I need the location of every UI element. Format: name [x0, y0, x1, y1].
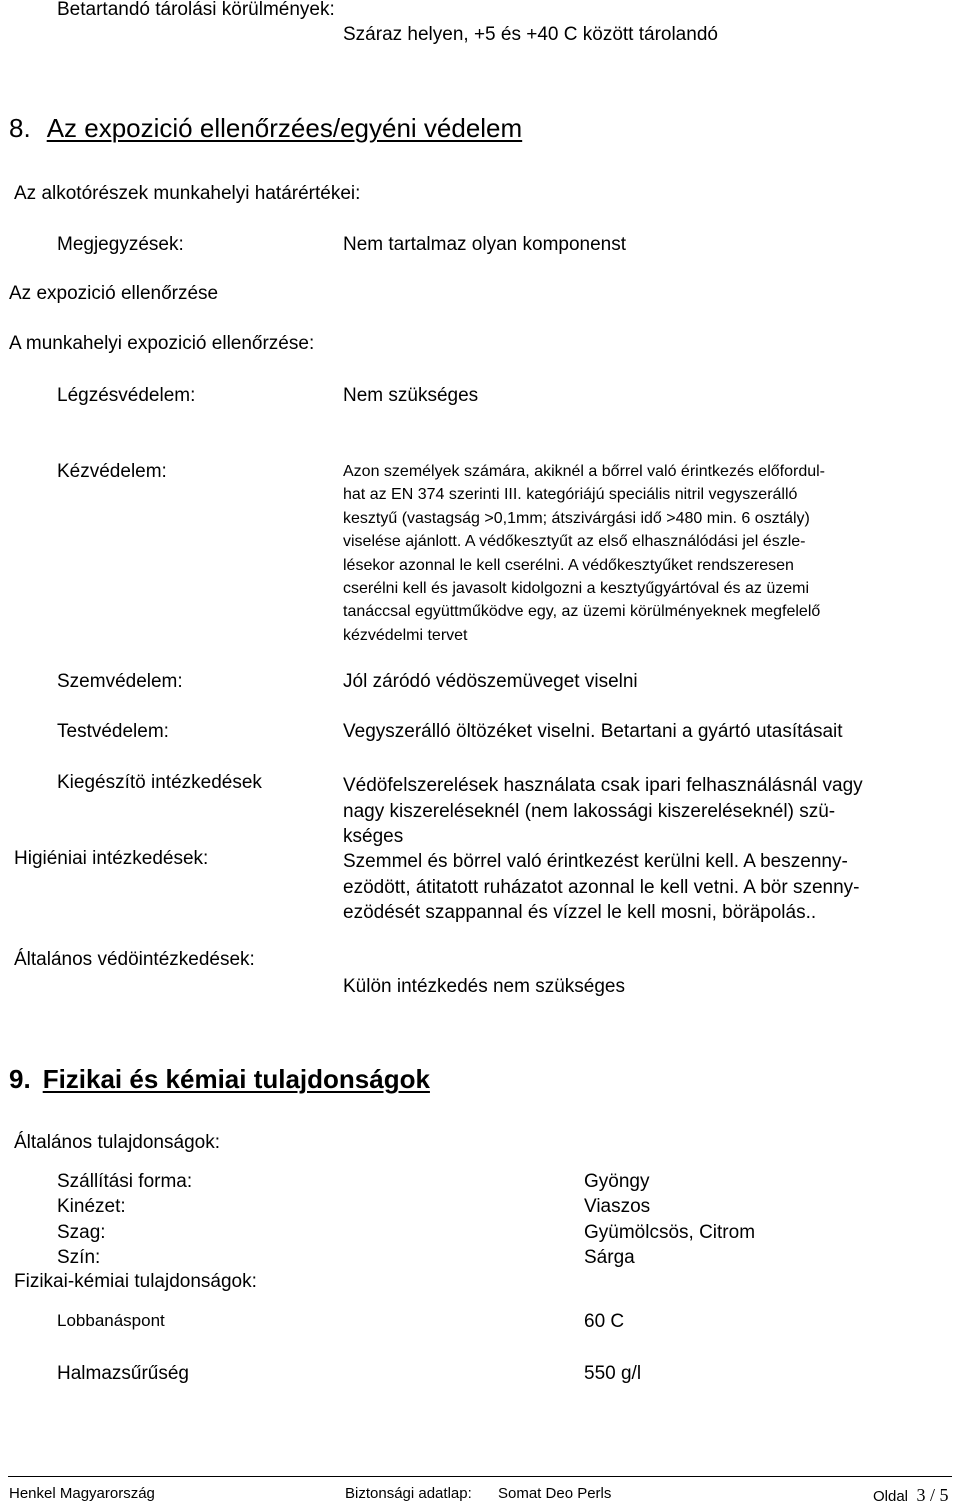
additional-label: Kiegészítö intézkedések — [57, 772, 262, 793]
respiratory-label: Légzésvédelem: — [57, 385, 196, 406]
general-properties-heading: Általános tulajdonságok: — [14, 1132, 220, 1153]
property-value: Gyöngy — [584, 1171, 650, 1192]
section-8-number: 8. — [9, 113, 31, 143]
section-9-title: Fizikai és kémiai tulajdonságok — [42, 1064, 430, 1094]
property-value: Sárga — [584, 1247, 635, 1268]
body-value: Vegyszerálló öltözéket viselni. Betartani a gyártó utasításait — [343, 721, 843, 742]
hand-line: Azon személyek számára, akiknél a bőrrel való érintkezés előfordul- — [343, 463, 825, 480]
bulk-density-value: 550 g/l — [584, 1363, 642, 1384]
workplace-control-heading: A munkahelyi expozició ellenőrzése: — [9, 333, 315, 354]
property-label: Szag: — [57, 1222, 106, 1243]
footer-page-number: Oldal 3 / 5 — [873, 1485, 949, 1505]
storage-label: Betartandó tárolási körülmények: — [57, 0, 335, 20]
footer-page-total: 5 — [939, 1485, 949, 1505]
section-9-heading — [9, 1066, 430, 1092]
property-label: Szín: — [57, 1247, 101, 1268]
footer-page-label: Oldal — [873, 1488, 909, 1505]
respiratory-value: Nem szükséges — [343, 385, 479, 406]
hand-line: tanáccsal együttműködve egy, az üzemi körülményeknek megfelelő — [343, 603, 821, 621]
additional-line: kséges — [343, 826, 404, 847]
property-value: Gyümölcsös, Citrom — [584, 1222, 756, 1243]
property-label: Kinézet: — [57, 1196, 126, 1217]
additional-text — [343, 773, 953, 850]
hand-line: viselése ajánlott. A védőkesztyűt az első elhasználódási jel észle- — [343, 533, 806, 551]
hand-line: cserélni kell és javasolt kidolgozni a kesztyűgyártóval és az üzemi — [343, 580, 809, 598]
hygiene-line: ezödését szappannal és vízzel le kell mosni, böräpolás.. — [343, 902, 817, 923]
general-measures-value: Külön intézkedés nem szükséges — [343, 976, 625, 997]
hygiene-line: Szemmel és börrel való érintkezést kerülni kell. A beszenny- — [343, 851, 848, 872]
flash-point-label: Lobbanáspont — [57, 1311, 165, 1330]
notes-value: Nem tartalmaz olyan komponenst — [343, 234, 627, 255]
property-value: Viaszos — [584, 1196, 651, 1217]
footer-company: Henkel Magyarország — [9, 1485, 155, 1502]
notes-label: Megjegyzések: — [57, 234, 184, 255]
eye-label: Szemvédelem: — [57, 671, 183, 692]
property-label: Szállítási forma: — [57, 1171, 193, 1192]
section-9-number: 9. — [9, 1064, 31, 1094]
bulk-density-label: Halmazsűrűség — [57, 1363, 189, 1384]
section-8-title: Az expozició ellenőrzées/egyéni védelem — [46, 113, 523, 143]
additional-line: nagy kiszereléseknél (nem lakossági kiszereléseknél) szü- — [343, 800, 836, 822]
hand-line: kesztyű (vastagság >0,1mm; átszivárgási idő >480 min. 6 osztály) — [343, 509, 810, 527]
footer-rule — [8, 1476, 952, 1477]
additional-line: Védöfelszerelések használata csak ipari felhasználásnál vagy — [343, 775, 863, 796]
footer-product: Somat Deo Perls — [498, 1485, 612, 1502]
hygiene-label: Higiéniai intézkedések: — [14, 848, 209, 869]
physchem-heading: Fizikai-kémiai tulajdonságok: — [14, 1271, 257, 1292]
footer-doc-label: Biztonsági adatlap: — [345, 1485, 472, 1502]
exposure-control-heading: Az expozició ellenőrzése — [9, 283, 219, 304]
hygiene-line: ezödött, átitatott ruházatot azonnal le kell vetni. A bör szenny- — [343, 876, 860, 898]
limits-heading: Az alkotórészek munkahelyi határértékei: — [14, 183, 361, 204]
footer-page-current: 3 — [916, 1485, 926, 1505]
general-measures-label: Általános védöintézkedések: — [14, 949, 255, 970]
flash-point-value: 60 C — [584, 1311, 625, 1332]
hand-line: hat az EN 374 szerinti III. kategóriájú speciális nitril vegyszerálló — [343, 486, 798, 504]
hand-label: Kézvédelem: — [57, 461, 167, 482]
hand-line: kézvédelmi tervet — [343, 626, 468, 644]
storage-value: Száraz helyen, +5 és +40 C között tárolandó — [343, 24, 718, 45]
section-8-heading — [9, 115, 522, 141]
hygiene-text — [343, 849, 953, 926]
hand-line: lésekor azonnal le kell cserélni. A védőkesztyűket rendszeresen — [343, 556, 794, 574]
eye-value: Jól záródó védöszemüveget viselni — [343, 671, 638, 692]
body-label: Testvédelem: — [57, 721, 169, 742]
hand-text — [343, 460, 953, 647]
